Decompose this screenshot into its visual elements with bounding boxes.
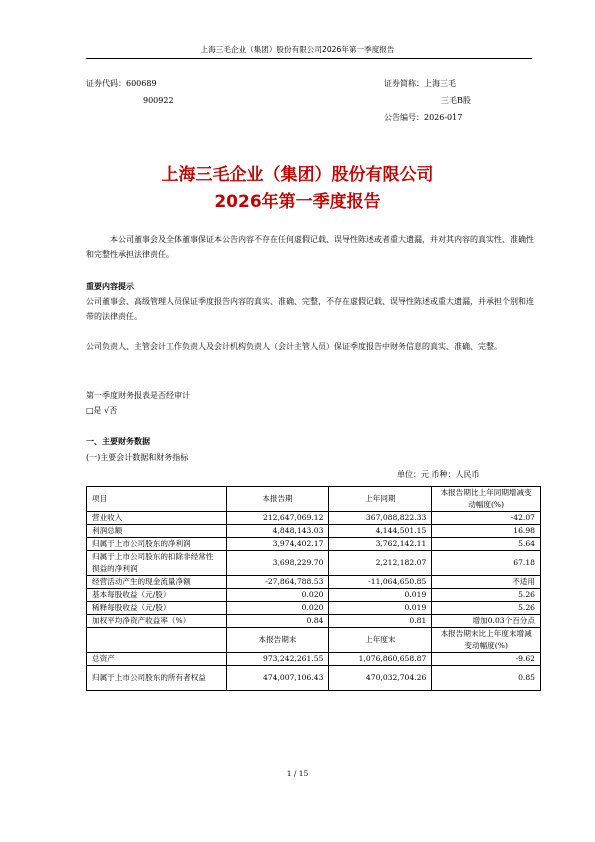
table-cell: 5.64 <box>432 538 541 551</box>
security-abbr-block <box>384 75 471 126</box>
table-cell: 营业收入 <box>87 512 227 525</box>
important-para-2: 公司负责人、主管会计工作负责人及会计机构负责人（会计主管人员）保证季度报告中财务信息的真实、准确、完整。 <box>86 342 502 351</box>
table-cell: 3,698,229.70 <box>226 551 329 576</box>
table-cell: 0.019 <box>329 602 432 615</box>
subsection-heading: (一)主要会计数据和财务指标 <box>86 453 189 462</box>
company-title: 上海三毛企业（集团）股份有限公司 <box>161 165 434 185</box>
page-number: 1 / 15 <box>286 769 309 778</box>
table-cell: 973,242,261.55 <box>226 653 329 666</box>
table-cell: 经营活动产生的现金流量净额 <box>87 576 227 589</box>
table-cell: -9.62 <box>432 653 541 666</box>
table-cell: -11,064,650.85 <box>329 576 432 589</box>
table-cell: 470,032,704.26 <box>329 666 432 691</box>
table-cell: 不适用 <box>432 576 541 589</box>
audit-question: 第一季度财务报表是否经审计 <box>86 391 190 400</box>
table-cell: 归属于上市公司股东的所有者权益 <box>87 666 227 691</box>
table-cell: 2,212,182.07 <box>329 551 432 576</box>
table-header-cell: 本报告期比上年同期增减变动幅度(%) <box>432 487 541 512</box>
table-row <box>87 653 541 666</box>
table-cell: 367,088,822.33 <box>329 512 432 525</box>
table-header-cell: 项目 <box>87 487 227 512</box>
security-abbr-b: 三毛B股 <box>441 96 471 105</box>
table-cell: 1,076,860,658.87 <box>329 653 432 666</box>
table-cell: 67.18 <box>432 551 541 576</box>
table-cell: 0.85 <box>432 666 541 691</box>
table-cell: 稀释每股收益（元/股） <box>87 602 227 615</box>
table-row <box>87 512 541 525</box>
table-cell: 3,762,142.11 <box>329 538 432 551</box>
table-cell: 4,848,143.03 <box>226 525 329 538</box>
audit-answer: □是 √否 <box>86 406 118 415</box>
table-cell: 归属于上市公司股东的净利润 <box>87 538 227 551</box>
financial-data-table <box>86 486 541 691</box>
table-header-row <box>87 628 541 653</box>
table-row <box>87 576 541 589</box>
table-cell: 利润总额 <box>87 525 227 538</box>
important-para-1: 公司董事会、高级管理人员保证季度报告内容的真实、准确、完整，不存在虚假记载、误导性陈述或重大遗漏，并承担个别和连带的法律责任。 <box>86 297 534 321</box>
table-cell: 0.019 <box>329 589 432 602</box>
table-header-cell: 本报告期末 <box>226 628 329 653</box>
table-cell: 0.81 <box>329 615 432 628</box>
table-row <box>87 525 541 538</box>
table-cell: 4,144,501.15 <box>329 525 432 538</box>
table-cell: 归属于上市公司股东的扣除非经常性损益的净利润 <box>87 551 227 576</box>
table-header-row <box>87 487 541 512</box>
table-row <box>87 538 541 551</box>
table-cell: 212,647,069.12 <box>226 512 329 525</box>
table-cell: 474,007,106.43 <box>226 666 329 691</box>
board-statement: 本公司董事会及全体董事保证本公告内容不存在任何虚假记载、误导性陈述或者重大遗漏，并对其内容的真实性、准确性和完整性承担法律责任。 <box>86 235 534 259</box>
security-code: 证券代码：600689 <box>86 79 157 88</box>
table-cell: 0.020 <box>226 602 329 615</box>
table-row <box>87 666 541 691</box>
table-header-cell: 本报告期末比上年度末增减变动幅度(%) <box>432 628 541 653</box>
table-header-cell: 上年同期 <box>329 487 432 512</box>
table-header-cell: 本报告期 <box>226 487 329 512</box>
table-row <box>87 615 541 628</box>
security-code-b: 900922 <box>143 96 174 105</box>
section-heading: 一、主要财务数据 <box>86 437 150 446</box>
table-cell: 0.84 <box>226 615 329 628</box>
header-rule <box>86 58 532 59</box>
table-cell: 0.020 <box>226 589 329 602</box>
table-cell: -42.07 <box>432 512 541 525</box>
table-cell: 基本每股收益（元/股） <box>87 589 227 602</box>
unit-note: 单位：元 币种：人民币 <box>397 470 480 479</box>
announcement-number: 公告编号：2026-017 <box>384 113 463 122</box>
table-header-cell <box>87 628 227 653</box>
table-cell: 5.26 <box>432 589 541 602</box>
table-cell: 16.98 <box>432 525 541 538</box>
table-row <box>87 602 541 615</box>
table-cell: 3,974,402.17 <box>226 538 329 551</box>
report-title: 2026年第一季度报告 <box>214 192 381 212</box>
security-abbr: 证券简称：上海三毛 <box>384 79 456 88</box>
table-row <box>87 551 541 576</box>
table-cell: 总资产 <box>87 653 227 666</box>
table-header-cell: 上年度末 <box>329 628 432 653</box>
table-cell: 5.26 <box>432 602 541 615</box>
table-cell: 加权平均净资产收益率（%） <box>87 615 227 628</box>
table-row <box>87 589 541 602</box>
table-cell: -27,864,788.53 <box>226 576 329 589</box>
running-header: 上海三毛企业（集团）股份有限公司2026年第一季度报告 <box>200 45 395 54</box>
security-code-block <box>86 75 174 109</box>
important-heading: 重要内容提示 <box>86 282 134 291</box>
table-cell: 增加0.03个百分点 <box>432 615 541 628</box>
